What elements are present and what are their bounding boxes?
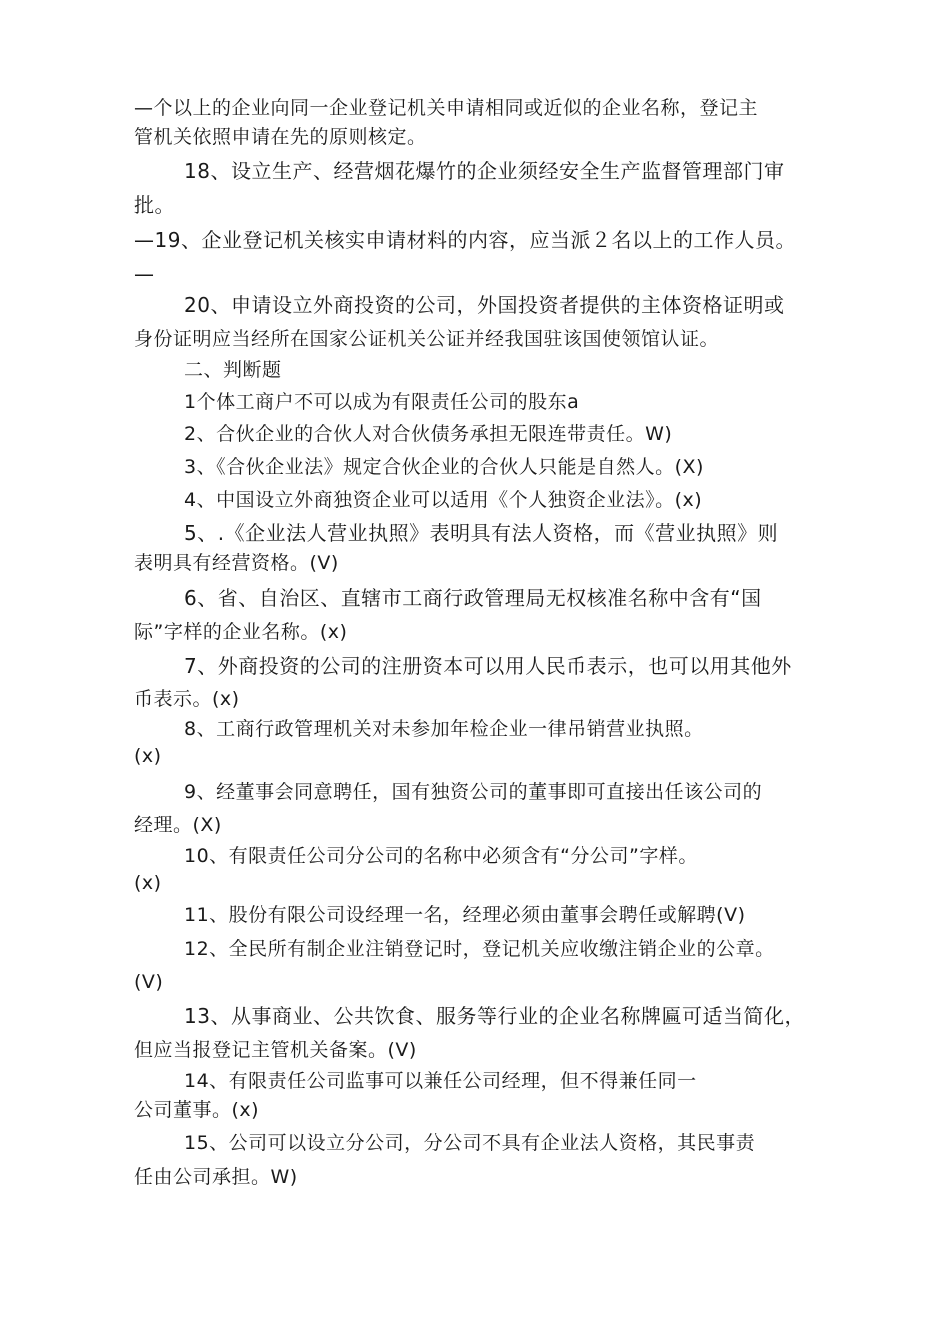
- text-line: 20、申请设立外商投资的公司，外国投资者提供的主体资格证明或: [184, 293, 785, 317]
- text-line: 际”字样的企业名称。(x): [134, 621, 348, 643]
- text-line: —: [134, 262, 155, 286]
- text-line: 公司董事。(x): [134, 1099, 260, 1121]
- text-line: (V): [134, 971, 164, 993]
- text-line: 10、有限责任公司分公司的名称中必须含有“分公司”字样。: [184, 845, 698, 867]
- text-line: 1个体工商户不可以成为有限责任公司的股东a: [184, 391, 580, 413]
- text-line: 18、设立生产、经营烟花爆竹的企业须经安全生产监督管理部门审: [184, 159, 785, 183]
- text-line: 管机关依照申请在先的原则核定。: [134, 126, 427, 148]
- text-line: 任由公司承担。W): [134, 1166, 298, 1188]
- text-line: 15、公司可以设立分公司，分公司不具有企业法人资格，其民事责: [184, 1132, 756, 1154]
- text-line: 5、.《企业法人营业执照》表明具有法人资格，而《营业执照》则: [184, 521, 779, 545]
- text-line: —个以上的企业向同一企业登记机关申请相同或近似的企业名称，登记主: [134, 97, 759, 119]
- text-line: 11、股份有限公司设经理一名，经理必须由董事会聘任或解聘(V): [184, 904, 746, 926]
- text-line: 13、从事商业、公共饮食、服务等行业的企业名称牌匾可适当简化，: [184, 1004, 805, 1028]
- text-line: (x): [134, 745, 162, 767]
- text-line: 但应当报登记主管机关备案。(V): [134, 1039, 417, 1061]
- text-line: 6、省、自治区、直辖市工商行政管理局无权核准名称中含有“国: [184, 586, 762, 610]
- text-line: 3、《合伙企业法》规定合伙企业的合伙人只能是自然人。(X): [184, 456, 704, 478]
- text-line: —19、企业登记机关核实申请材料的内容，应当派２名以上的工作人员。: [134, 228, 796, 252]
- text-line: 表明具有经营资格。(V): [134, 552, 339, 574]
- text-line: (x): [134, 872, 162, 894]
- text-line: 7、外商投资的公司的注册资本可以用人民币表示，也可以用其他外: [184, 654, 792, 678]
- text-line: 4、中国设立外商独资企业可以适用《个人独资企业法》。(x): [184, 489, 703, 511]
- text-line: 12、全民所有制企业注销登记时，登记机关应收缴注销企业的公章。: [184, 938, 775, 960]
- text-line: 14、有限责任公司监事可以兼任公司经理，但不得兼任同一: [184, 1070, 697, 1092]
- section-heading: 二、判断题: [184, 359, 282, 381]
- text-line: 2、合伙企业的合伙人对合伙债务承担无限连带责任。W): [184, 423, 673, 445]
- text-line: 身份证明应当经所在国家公证机关公证并经我国驻该国使领馆认证。: [134, 328, 720, 350]
- text-line: 8、工商行政管理机关对未参加年检企业一律吊销营业执照。: [184, 718, 704, 740]
- text-line: 批。: [134, 193, 175, 217]
- text-line: 币表示。(x): [134, 688, 240, 710]
- text-line: 9、经董事会同意聘任，国有独资公司的董事即可直接出任该公司的: [184, 781, 763, 803]
- text-line: 经理。(X): [134, 814, 222, 836]
